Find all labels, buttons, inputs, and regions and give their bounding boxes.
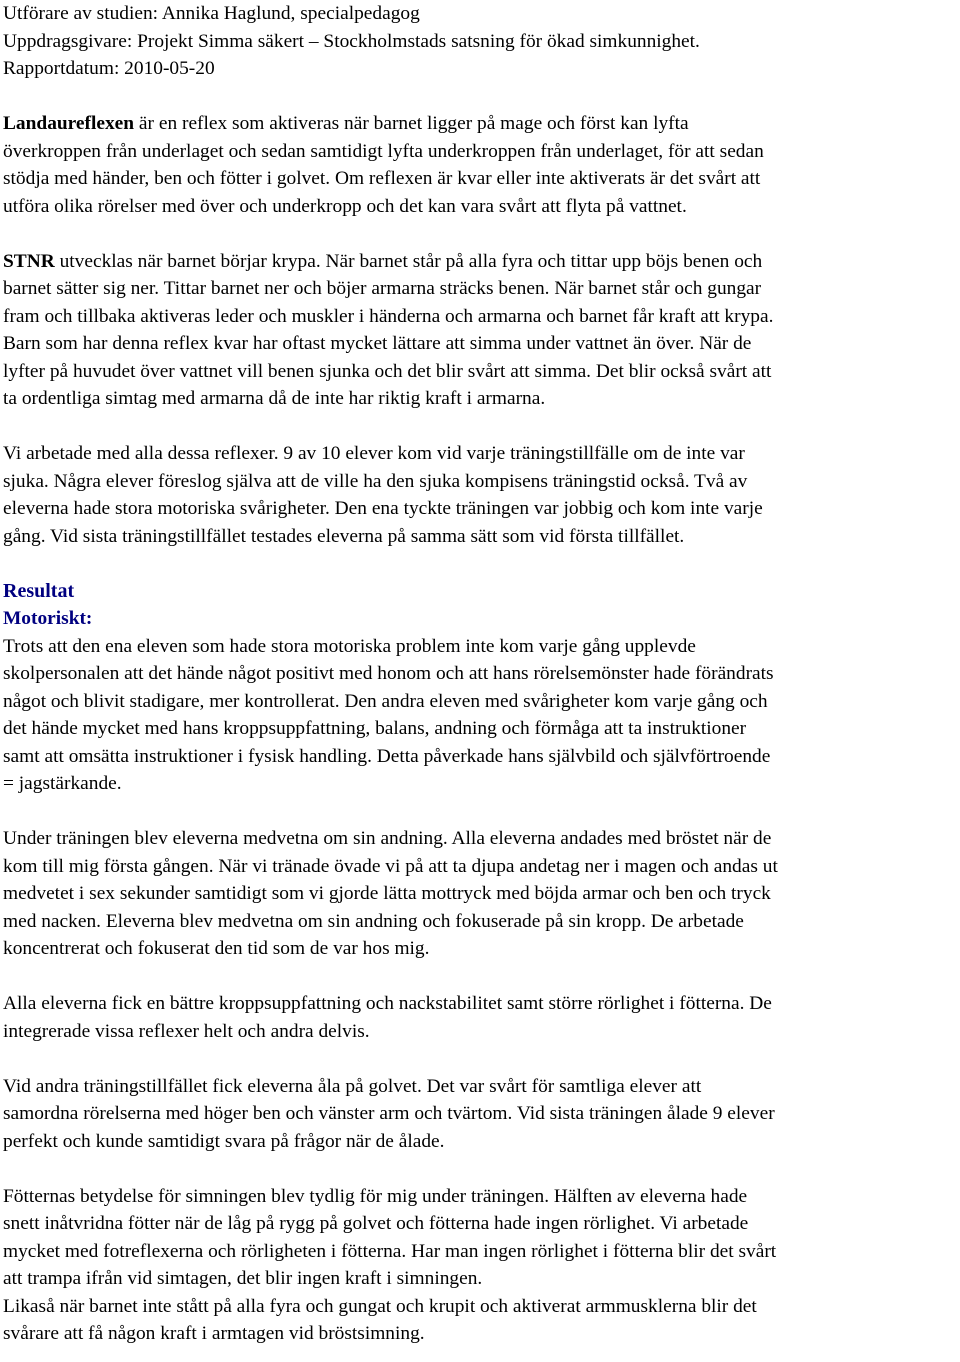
spacer	[3, 220, 958, 248]
motor-subheading: Motoriskt:	[3, 608, 93, 629]
report-date-line: Rapportdatum: 2010-05-20	[3, 58, 215, 79]
spacer	[3, 413, 958, 441]
landau-line-3: stödja med händer, ben och fötter i golvet. Om reflexen är kvar eller inte aktiverats är det svårt att	[3, 168, 761, 189]
results-p1-line-4: det hände mycket med hans kroppsuppfattning, balans, andning och förmåga att ta instruktioner	[3, 718, 747, 739]
client-line: Uppdragsgivare: Projekt Simma säkert – Stockholmstads satsning för ökad simkunnighet.	[3, 30, 700, 52]
results-p5-line-2: snett inåtvridna fötter när de låg på rygg på golvet och fötterna hade ingen rörlighet. Vi arbetade	[3, 1213, 749, 1234]
method-line-1: Vi arbetade med alla dessa reflexer. 9 av 10 elever kom vid varje träningstillfälle om de inte var	[3, 443, 745, 464]
method-line-4: gång. Vid sista träningstillfället testades eleverna på samma sätt som vid första tillfället.	[3, 525, 685, 547]
results-p1-line-1: Trots att den ena eleven som hade stora motoriska problem inte kom varje gång upplevde	[3, 635, 696, 657]
results-p4-line-3: perfekt och kunde samtidigt svara på frågor när de ålade.	[3, 1130, 445, 1152]
stnr-line-6: ta ordentliga simtag med armarna då de inte har riktig kraft i armarna.	[3, 388, 546, 409]
method-paragraph	[3, 440, 958, 550]
landau-line-1	[3, 110, 958, 138]
stnr-line-2: barnet sätter sig ner. Tittar barnet ner och böjer armarna sträcks benen. När barnet står och gungar	[3, 278, 762, 299]
document-page	[3, 0, 958, 1348]
results-p5-line-4: att trampa ifrån vid simtagen, det blir ingen kraft i simningen.	[3, 1268, 483, 1289]
landau-term: Landaureflexen	[3, 113, 135, 134]
feet-paragraph	[3, 1183, 958, 1293]
results-p6-line-1: Likaså när barnet inte stått på alla fyra och gungat och krupit och aktiverat armmusklerna blir det	[3, 1295, 757, 1317]
landau-line-4: utföra olika rörelser med över och underkropp och det kan vara svårt att flyta på vattnet.	[3, 195, 687, 217]
crawling-paragraph	[3, 1073, 958, 1156]
results-p2-line-2: kom till mig första gången. När vi tränade övade vi på att ta djupa andetag ner i magen och andas ut	[3, 855, 778, 877]
breathing-paragraph	[3, 825, 958, 963]
results-p2-line-5: koncentrerat och fokuserat den tid som de var hos mig.	[3, 938, 430, 959]
results-p1-line-3: något och blivit stadigare, mer kontrollerat. Den andra eleven med svårigheter kom varje gång och	[3, 690, 768, 712]
body-awareness-paragraph	[3, 990, 958, 1045]
results-p4-line-1: Vid andra träningstillfället fick eleverna åla på golvet. Det var svårt för samtliga elever att	[3, 1075, 702, 1097]
spacer	[3, 83, 958, 111]
results-p3-line-1: Alla eleverna fick en bättre kroppsuppfattning och nackstabilitet samt större rörlighet i fötterna. De	[3, 993, 772, 1014]
stnr-term: STNR	[3, 250, 55, 272]
results-p5-line-1: Fötternas betydelse för simningen blev tydlig för mig under träningen. Hälften av eleverna hade	[3, 1185, 748, 1207]
landau-line-1-text: är en reflex som aktiveras när barnet ligger på mage och först kan lyfta	[134, 113, 689, 134]
results-p2-line-1: Under träningen blev eleverna medvetna om sin andning. Alla eleverna andades med bröstet när de	[3, 828, 772, 849]
results-p2-line-3: medvetet i sex sekunder samtidigt som vi gjorde lätta mottryck med böjda armar och ben och tryck	[3, 883, 771, 904]
method-line-3: eleverna hade stora motoriska svårigheter. Den ena tyckte träningen var jobbig och kom inte varje	[3, 498, 763, 519]
stnr-line-4: Barn som har denna reflex kvar har oftast mycket lättare att simma under vattnet än över. När de	[3, 333, 752, 354]
report-header	[3, 0, 958, 83]
results-section	[3, 578, 958, 798]
spacer	[3, 550, 958, 578]
spacer	[3, 798, 958, 826]
stnr-line-5: lyfter på huvudet över vattnet vill benen sjunka och det blir svårt att simma. Det blir också svårt att	[3, 360, 772, 382]
method-line-2: sjuka. Några elever föreslog själva att de ville ha den sjuka kompisens träningstid också. Två av	[3, 470, 748, 492]
results-p1-line-5: samt att omsätta instruktioner i fysisk handling. Detta påverkade hans självbild och självförtroende	[3, 745, 771, 767]
author-line: Utförare av studien: Annika Haglund, specialpedagog	[3, 3, 420, 24]
spacer	[3, 963, 958, 991]
spacer	[3, 1155, 958, 1183]
stnr-paragraph	[3, 248, 958, 413]
results-p1-line-6: = jagstärkande.	[3, 773, 122, 794]
results-p5-line-3: mycket med fotreflexerna och rörligheten i fötterna. Har man ingen rörlighet i fötterna blir det svårt	[3, 1240, 777, 1262]
results-p1-line-2: skolpersonalen att det hände något positivt med honom och att hans rörelsemönster hade förändrats	[3, 663, 774, 684]
results-p6-line-2: svårare att få någon kraft i armtagen vid bröstsimning.	[3, 1323, 425, 1344]
results-p2-line-4: med nacken. Eleverna blev medvetna om sin andning och fokuserade på sin kropp. De arbetade	[3, 910, 744, 932]
spacer	[3, 1045, 958, 1073]
arms-paragraph	[3, 1293, 958, 1348]
results-p4-line-2: samordna rörelserna med höger ben och vänster arm och tvärtom. Vid sista träningen ålade 9 elever	[3, 1103, 775, 1124]
landau-paragraph	[3, 110, 958, 220]
results-heading: Resultat	[3, 579, 75, 602]
stnr-line-1-text: utvecklas när barnet börjar krypa. När barnet står på alla fyra och tittar upp böjs benen och	[54, 250, 763, 272]
results-p3-line-2: integrerade vissa reflexer helt och andra delvis.	[3, 1020, 370, 1042]
stnr-line-1	[3, 248, 958, 276]
landau-line-2: överkroppen från underlaget och sedan samtidigt lyfta underkroppen från underlaget, för att sedan	[3, 140, 764, 162]
stnr-line-3: fram och tillbaka aktiveras leder och muskler i händerna och armarna och barnet får kraft att krypa.	[3, 305, 774, 327]
